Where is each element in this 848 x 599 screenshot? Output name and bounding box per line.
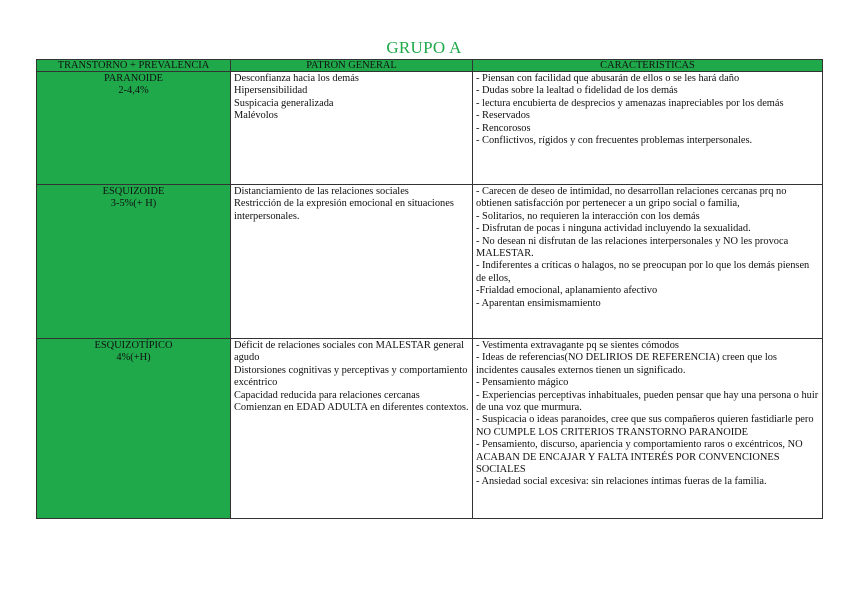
disorder-name: PARANOIDE — [103, 73, 164, 84]
pattern-item: Déficit de relaciones sociales con MALESTAR general agudo — [234, 340, 464, 364]
pattern-item: Distanciamiento de las relaciones sociales — [234, 186, 409, 197]
characteristic-item: - Pensamiento, discurso, apariencia y comportamiento raros o excéntricos, NO ACABAN DE ENCAJAR Y FALTA INTERÉS POR CONVENCIONES SOCIALES — [476, 439, 803, 476]
characteristic-item: - Piensan con facilidad que abusarán de ellos o se les hará daño — [476, 73, 740, 84]
characteristic-item: - Reservados — [476, 110, 530, 122]
pattern-item: Hipersensibilidad — [234, 85, 308, 97]
table-row — [37, 339, 823, 519]
table-header-row — [37, 60, 823, 72]
pattern-cell — [231, 339, 473, 519]
characteristic-item: - Rencorosos — [476, 122, 531, 134]
characteristic-item: - Disfrutan de pocas i ninguna actividad incluyendo la sexualidad. — [476, 223, 751, 235]
pattern-cell — [231, 72, 473, 185]
pattern-item: Malévolos — [234, 110, 278, 122]
pattern-item: Suspicacia generalizada — [234, 97, 334, 109]
characteristic-item: - Carecen de deseo de intimidad, no desarrollan relaciones cercanas prq no obtienen satisfacción por pertenecer a un gripo social o familia, — [476, 186, 787, 210]
characteristic-item: - Dudas sobre la lealtad o fidelidad de los demás — [476, 85, 678, 97]
characteristic-item: - Conflictivos, rígidos y con frecuentes problemas interpersonales. — [476, 135, 753, 147]
characteristic-item: - Indiferentes a críticas o halagos, no se preocupan por lo que los demás piensen de ellos, — [476, 260, 810, 284]
characteristic-item: - Vestimenta extravagante pq se sientes cómodos — [476, 340, 679, 351]
table-row — [37, 185, 823, 339]
characteristic-item: - Experiencias perceptivas inhabituales, pueden pensar que hay una persona o huir de una voz que murmura. — [476, 389, 819, 414]
characteristic-item: - No desean ni disfrutan de las relaciones interpersonales y NO les provoca MALESTAR. — [476, 235, 789, 260]
disorder-prevalence: 2-4,4% — [118, 85, 149, 97]
characteristics-cell — [473, 185, 823, 339]
pattern-cell — [231, 185, 473, 339]
characteristics-cell — [473, 339, 823, 519]
disorder-name: ESQUIZOIDE — [102, 186, 165, 197]
disorder-prevalence: 3-5%(+ H) — [110, 198, 157, 210]
disorder-cell — [37, 72, 231, 185]
disorders-table — [36, 59, 823, 519]
header-pattern: PATRON GENERAL — [231, 60, 473, 72]
characteristic-item: - Ansiedad social excesiva: sin relaciones íntimas fueras de la familia. — [476, 476, 767, 488]
disorder-cell — [37, 339, 231, 519]
table-row — [37, 72, 823, 185]
disorder-name: ESQUIZOTÍPICO — [94, 340, 173, 351]
pattern-item: Comienzan en EDAD ADULTA en diferentes contextos. — [234, 402, 469, 414]
header-disorder: TRANSTORNO + PREVALENCIA — [37, 60, 231, 72]
characteristic-item: -Frialdad emocional, aplanamiento afectivo — [476, 285, 658, 297]
characteristic-item: - Solitarios, no requieren la interacción con los demás — [476, 210, 700, 222]
characteristics-cell — [473, 72, 823, 185]
characteristic-item: - Suspicacia o ideas paranoides, cree que sus compañeros quieren fastidiarle pero NO CUMPLE LOS CRITERIOS TRANSTORNO PARANOIDE — [476, 414, 814, 438]
disorder-cell — [37, 185, 231, 339]
header-characteristics: CARACTERISTICAS — [473, 60, 823, 72]
pattern-item: Desconfianza hacia los demás — [234, 73, 359, 84]
pattern-item: Distorsiones cognitivas y perceptivas y comportamiento excéntrico — [234, 364, 468, 389]
characteristic-item: - Pensamiento mágico — [476, 377, 569, 389]
characteristic-item: - Ideas de referencias(NO DELIRIOS DE REFERENCIA) creen que los incidentes causales externos tienen un significado. — [476, 352, 777, 376]
disorder-prevalence: 4%(+H) — [116, 352, 151, 364]
pattern-item: Capacidad reducida para relaciones cercanas — [234, 389, 420, 401]
pattern-item: Restricción de la expresión emocional en situaciones interpersonales. — [234, 198, 454, 222]
page-title: GRUPO A — [386, 38, 462, 57]
characteristic-item: - Aparentan ensimismamiento — [476, 297, 601, 309]
characteristic-item: - lectura encubierta de desprecios y amenazas inapreciables por los demás — [476, 97, 784, 109]
